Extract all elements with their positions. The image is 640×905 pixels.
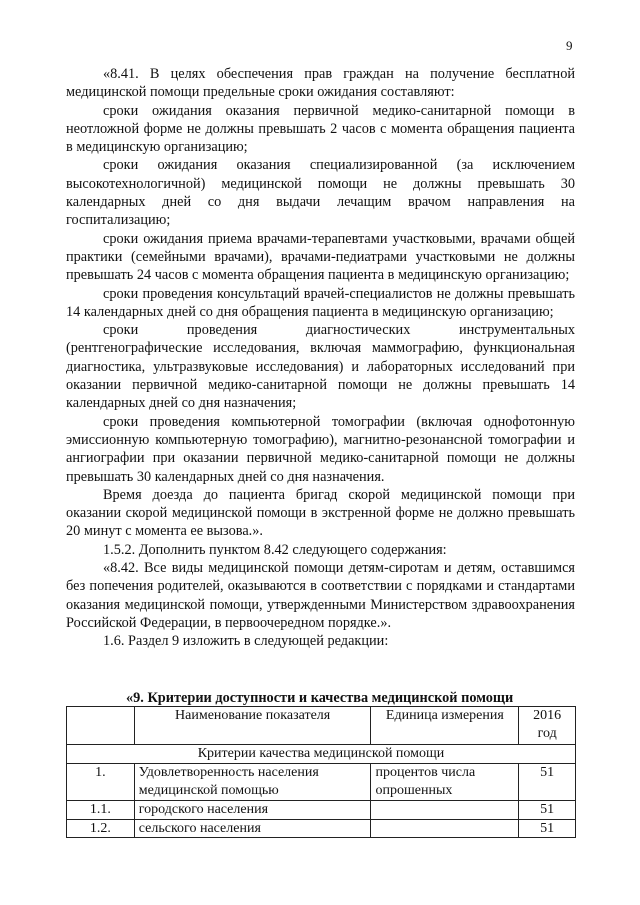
- row-num: 1.1.: [67, 801, 135, 820]
- header-num: [67, 707, 135, 745]
- row-num: 1.: [67, 764, 135, 801]
- paragraph-tomography: сроки проведения компьютерной томографии (включая однофотонную эмиссионную компьютерную томографию), магнитно-резонансной томографии и ангиографии при оказании первичной медико-санитарной помощи не должны превышать 30 календарных дней со дня назначения.: [66, 413, 575, 485]
- paragraph-1-6: 1.6. Раздел 9 изложить в следующей редакции:: [103, 633, 389, 650]
- paragraph-8-41-intro: «8.41. В целях обеспечения прав граждан на получение бесплатной медицинской помощи предельные сроки ожидания составляют:: [66, 66, 575, 101]
- paragraph-urgent-care: сроки ожидания оказания первичной медико-санитарной помощи в неотложной форме не должны превышать 2 часов с момента обращения пациента в медицинскую организацию;: [66, 102, 575, 156]
- row-num: 1.2.: [67, 819, 135, 838]
- row-name: сельского населения: [134, 819, 371, 838]
- table-row: [67, 801, 576, 820]
- section-title: Критерии качества медицинской помощи: [67, 745, 576, 764]
- header-year: 2016 год: [519, 707, 576, 745]
- table-header-row: [67, 707, 576, 745]
- paragraph-specialist-consult: сроки проведения консультаций врачей-специалистов не должны превышать 14 календарных дней со дня обращения пациента в медицинскую организацию;: [66, 285, 575, 320]
- criteria-table: [66, 706, 576, 838]
- table-row: [67, 819, 576, 838]
- header-unit: Единица измерения: [371, 707, 519, 745]
- row-name: Удовлетворенность населения медицинской помощью: [134, 764, 371, 801]
- table-title: «9. Критерии доступности и качества медицинской помощи: [126, 690, 514, 706]
- row-value: 51: [519, 819, 576, 838]
- paragraph-specialized-care: сроки ожидания оказания специализированной (за исключением высокотехнологичной) медицинской помощи не должны превышать 30 календарных дней со дня выдачи лечащим врачом направления на госпитализацию;: [66, 157, 575, 229]
- row-unit: [371, 819, 519, 838]
- row-name: городского населения: [134, 801, 371, 820]
- row-unit: [371, 801, 519, 820]
- paragraph-diagnostics: сроки проведения диагностических инструментальных (рентгенографические исследования, включая маммографию, функциональная диагностика, ультразвуковые исследования) и лабораторных исследований при оказании первичной медико-санитарной помощи не должны превышать 14 календарных дней со дня назначения;: [66, 322, 575, 412]
- paragraph-1-5-2: 1.5.2. Дополнить пунктом 8.42 следующего содержания:: [103, 541, 447, 558]
- row-value: 51: [519, 801, 576, 820]
- table-section-row: [67, 745, 576, 764]
- document-body: [66, 65, 575, 651]
- header-name: Наименование показателя: [134, 707, 371, 745]
- paragraph-ambulance: Время доезда до пациента бригад скорой медицинской помощи при оказании скорой медицинской помощи в экстренной форме не должно превышать 20 минут с момента ее вызова.».: [66, 486, 575, 540]
- paragraph-8-42: «8.42. Все виды медицинской помощи детям-сиротам и детям, оставшимся без попечения родителей, оказываются в соответствии с порядками и стандартами оказания медицинской помощи, утвержденными Министерством здравоохранения Российской Федерации, в первоочередном порядке.».: [66, 560, 575, 631]
- row-value: 51: [519, 764, 576, 801]
- table-row: [67, 764, 576, 801]
- page-number: 9: [566, 38, 573, 53]
- paragraph-therapist-visit: сроки ожидания приема врачами-терапевтами участковыми, врачами общей практики (семейными врачами), врачами-педиатрами участковыми не должны превышать 24 часов с момента обращения пациента в медицинскую организацию;: [66, 230, 575, 284]
- row-unit: процентов числа опрошенных: [371, 764, 519, 801]
